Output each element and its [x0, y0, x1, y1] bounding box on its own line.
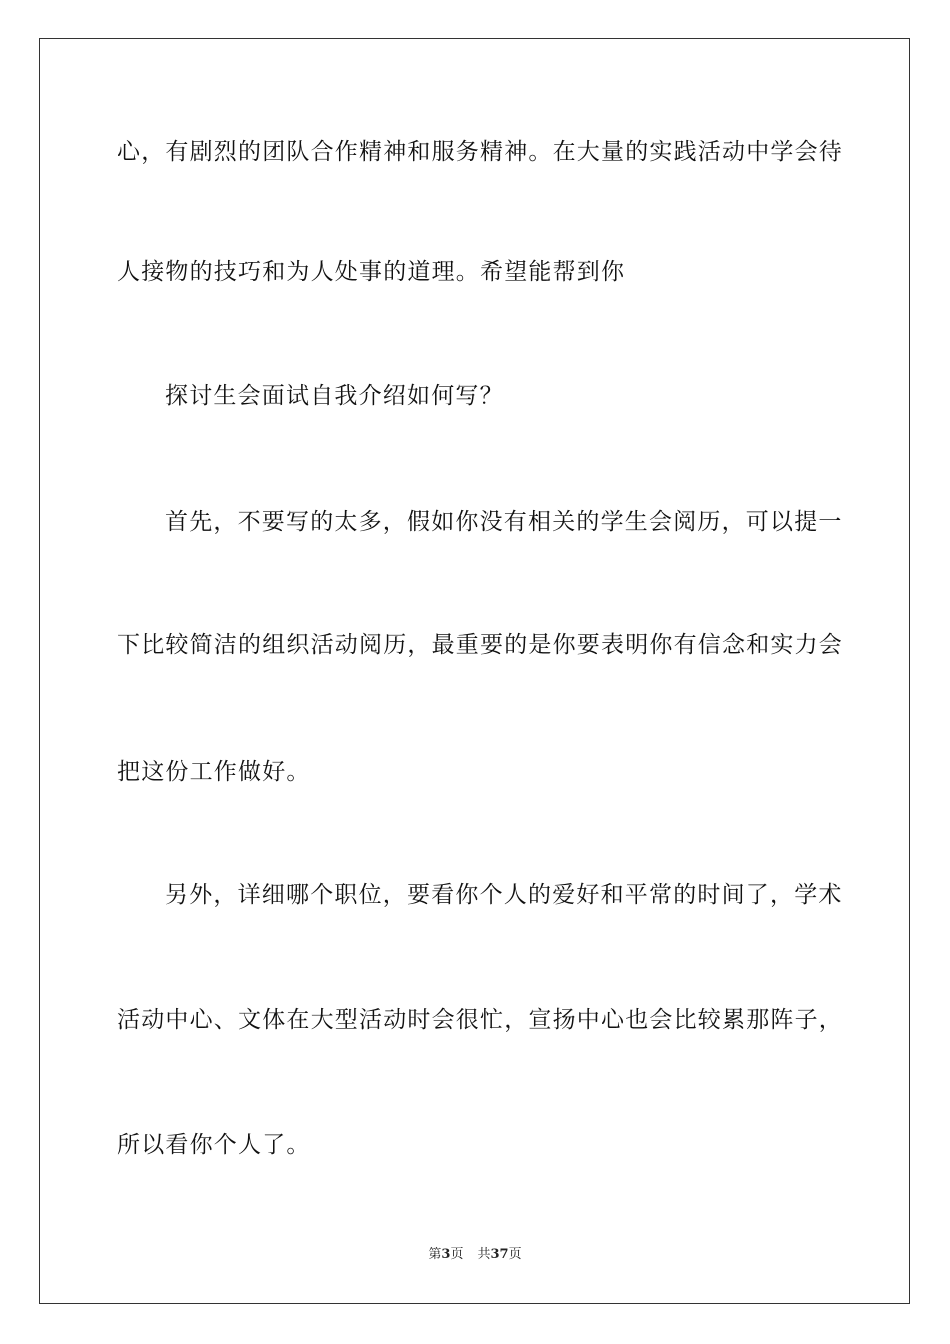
body-line-1: 心，有剧烈的团队合作精神和服务精神。在大量的实践活动中学会待	[117, 139, 843, 165]
question-heading: 探讨生会面试自我介绍如何写？	[165, 383, 504, 409]
body-line-2: 人接物的技巧和为人处事的道理。希望能帮到你	[117, 259, 626, 285]
footer-total-prefix: 共	[477, 1247, 491, 1262]
footer-total-suffix: 页	[508, 1247, 522, 1262]
page-footer	[0, 1246, 950, 1264]
footer-total-pages: 37	[490, 1247, 509, 1262]
body-line-6: 把这份工作做好。	[117, 759, 311, 785]
footer-page-prefix: 第	[428, 1247, 442, 1262]
body-line-5: 下比较简洁的组织活动阅历，最重要的是你要表明你有信念和实力会	[117, 632, 843, 658]
page-frame	[39, 38, 910, 1304]
footer-page-suffix: 页	[450, 1247, 464, 1262]
body-line-4: 首先，不要写的太多，假如你没有相关的学生会阅历，可以提一	[165, 509, 843, 535]
footer-page-number: 3	[441, 1247, 451, 1262]
body-line-8: 活动中心、文体在大型活动时会很忙，宣扬中心也会比较累那阵子，	[117, 1007, 843, 1033]
body-line-7: 另外，详细哪个职位，要看你个人的爱好和平常的时间了，学术	[165, 882, 843, 908]
body-line-9: 所以看你个人了。	[117, 1132, 311, 1158]
